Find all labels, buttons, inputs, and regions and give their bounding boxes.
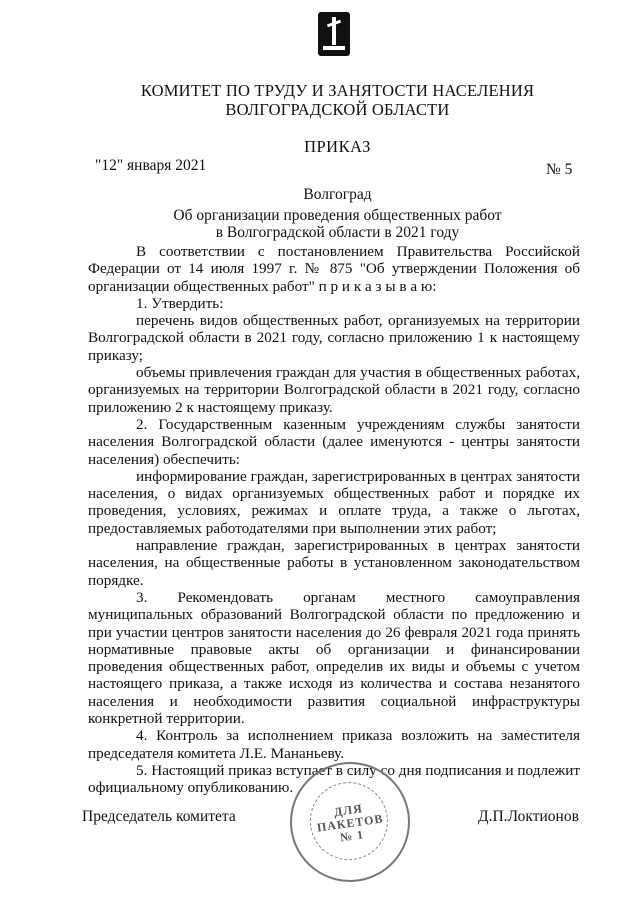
paragraph-2-item-1: информирование граждан, зарегистрированных в центрах занятости населения, о видах организуемых общественных работ и порядке их проведения, условиях, режимах и оплате труда, а также о льготах, предоставляемых работодателями при выполнении этих работ; (88, 467, 580, 537)
org-line-1: КОМИТЕТ ПО ТРУДУ И ЗАНЯТОСТИ НАСЕЛЕНИЯ (140, 81, 535, 100)
document-subject (0, 207, 640, 241)
document-date: "12" января 2021 (95, 157, 207, 174)
organization-name (0, 81, 640, 119)
document-number: № 5 (546, 161, 573, 178)
paragraph-1: 1. Утвердить: (136, 294, 224, 312)
document-city: Волгоград (303, 186, 372, 203)
paragraph-preamble: В соответствии с постановлением Правительства Российской Федерации от 14 июля 1997 г. № 875 "Об утверждении Положения об организации общественных работ" п р и к а з ы в а ю: (88, 243, 580, 295)
paragraph-5: 5. Настоящий приказ вступает в силу со дня подписания и подлежит официальному опубликованию. (88, 761, 580, 797)
document-type: ПРИКАЗ (304, 137, 371, 156)
signatory-position: Председатель комитета (82, 808, 236, 825)
paragraph-1-item-2: объемы привлечения граждан для участия в общественных работах, организуемых на территории Волгоградской области в 2021 году, согласно приложению 2 к настоящему приказу. (88, 364, 580, 416)
paragraph-2: 2. Государственным казенным учреждениям службы занятости населения Волгоградской области (далее именуются - центры занятости населения) обеспечить: (88, 415, 580, 468)
paragraph-4: 4. Контроль за исполнением приказа возложить на заместителя председателя комитета Л.Е. Мананьеву. (88, 727, 580, 762)
subject-line-2: в Волгоградской области в 2021 году (215, 224, 460, 241)
stamp-text: ДЛЯ ПАКЕТОВ № 1 (316, 801, 385, 845)
emblem-icon (318, 12, 350, 56)
paragraph-1-item-1: перечень видов общественных работ, организуемых на территории Волгоградской области в 2021 году, согласно приложению 1 к настоящему приказу; (88, 312, 580, 364)
document-body (88, 243, 580, 797)
org-line-2: ВОЛГОГРАДСКОЙ ОБЛАСТИ (225, 100, 450, 119)
subject-line-1: Об организации проведения общественных работ (173, 207, 502, 224)
signatory-name: Д.П.Локтионов (478, 808, 579, 825)
paragraph-2-item-2: направление граждан, зарегистрированных в центрах занятости населения, на общественные работы в установленном законодательством порядке. (88, 537, 580, 589)
paragraph-3: 3. Рекомендовать органам местного самоуправления муниципальных образований Волгоградской области по предложению и при участии центров занятости населения до 26 февраля 2021 года принять нормативные правовые акты об организации и финансировании проведения общественных работ, определив их виды и объемы с учетом настоящего приказа, а также исходя из количества и состава незанятого населения и необходимости развития социальной инфраструктуры конкретной территории. (88, 588, 580, 728)
